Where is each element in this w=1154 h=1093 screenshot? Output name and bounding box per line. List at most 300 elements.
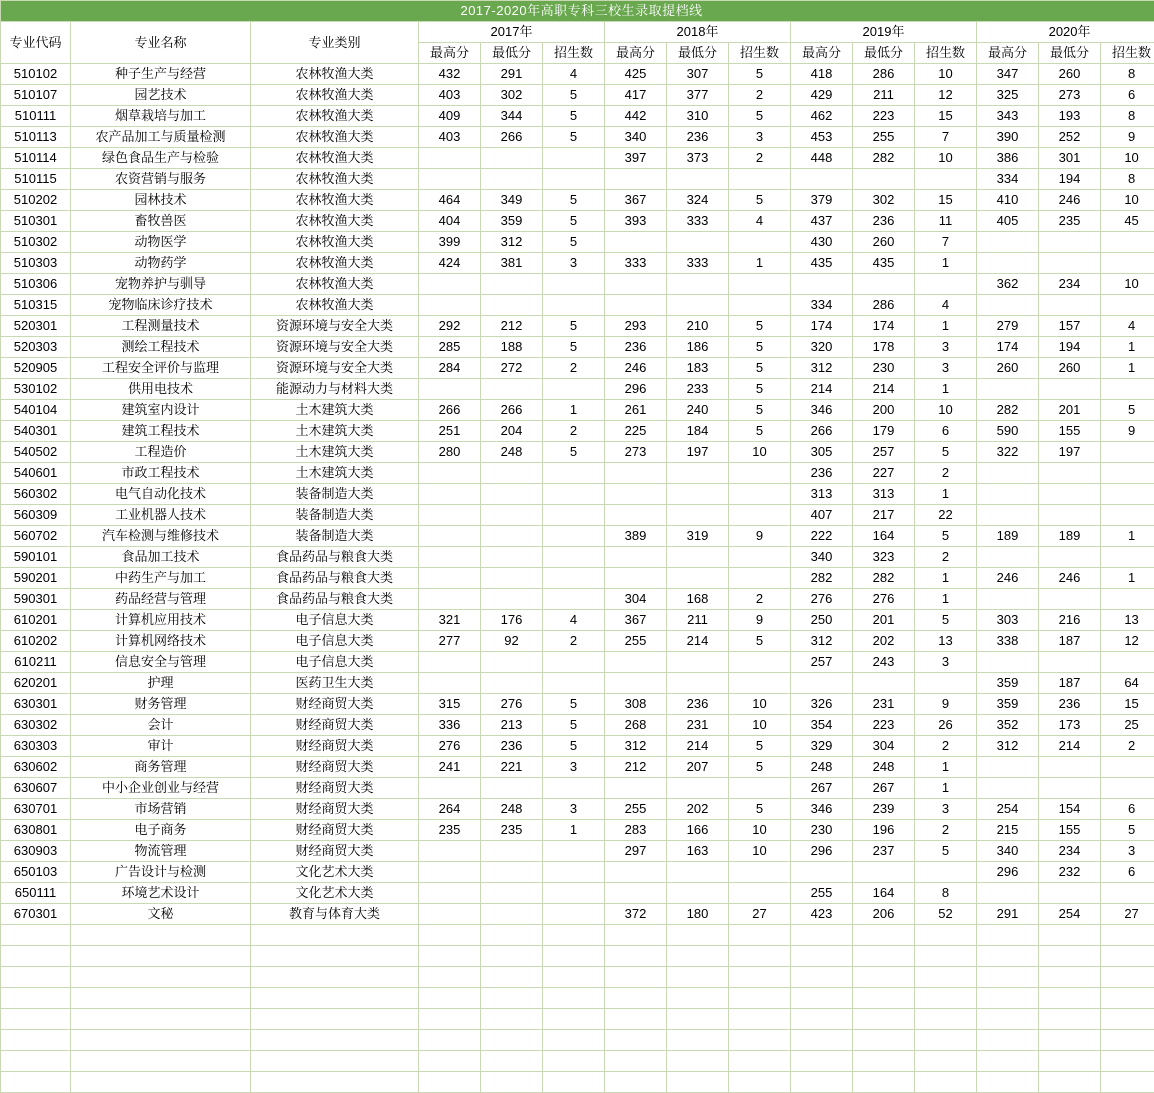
header-2017-min: 最低分 [481,43,543,64]
cell-2019-max: 326 [791,694,853,715]
cell-2017-count [543,568,605,589]
cell-2018-min: 163 [667,841,729,862]
cell-2020-min [1039,589,1101,610]
cell-2019-max: 429 [791,85,853,106]
cell-2018-max [605,505,667,526]
cell-empty [1101,1072,1154,1093]
cell-2017-min: 302 [481,85,543,106]
cell-empty [791,1072,853,1093]
cell-2017-count [543,883,605,904]
cell-2020-max: 359 [977,694,1039,715]
cell-2020-min [1039,652,1101,673]
cell-2019-min: 223 [853,715,915,736]
cell-2017-max: 292 [419,316,481,337]
table-row [1,736,1154,757]
cell-2017-count: 1 [543,820,605,841]
cell-empty [1,925,71,946]
cell-major-code: 620201 [1,673,71,694]
table-row [1,211,1154,232]
cell-major-category: 农林牧渔大类 [251,274,419,295]
cell-2017-count [543,673,605,694]
table-row [1,421,1154,442]
cell-major-code: 650111 [1,883,71,904]
cell-empty [605,1072,667,1093]
cell-major-category: 农林牧渔大类 [251,232,419,253]
cell-empty [481,925,543,946]
cell-2017-min: 349 [481,190,543,211]
cell-major-name: 财务管理 [71,694,251,715]
cell-2020-count [1101,778,1154,799]
cell-major-category: 农林牧渔大类 [251,190,419,211]
cell-major-name: 文秘 [71,904,251,925]
table-title-row [1,1,1154,22]
cell-major-code: 510315 [1,295,71,316]
cell-empty [419,967,481,988]
cell-major-category: 装备制造大类 [251,526,419,547]
table-row-empty [1,946,1154,967]
cell-empty [543,1030,605,1051]
cell-2018-max: 397 [605,148,667,169]
cell-empty [481,946,543,967]
cell-2017-count [543,379,605,400]
cell-major-name: 宠物养护与驯导 [71,274,251,295]
cell-empty [251,1051,419,1072]
cell-2019-min: 243 [853,652,915,673]
cell-major-category: 医药卫生大类 [251,673,419,694]
cell-2017-count [543,148,605,169]
cell-2020-max [977,589,1039,610]
table-row [1,148,1154,169]
cell-2018-min: 324 [667,190,729,211]
header-2018-count: 招生数 [729,43,791,64]
table-row-empty [1,1030,1154,1051]
cell-2017-min [481,295,543,316]
cell-2018-min: 186 [667,337,729,358]
cell-2017-count: 5 [543,106,605,127]
cell-2019-min: 231 [853,694,915,715]
cell-empty [791,1009,853,1030]
cell-2018-max [605,862,667,883]
cell-2018-count: 2 [729,85,791,106]
table-row-empty [1,1009,1154,1030]
cell-2018-count [729,505,791,526]
cell-2018-max: 340 [605,127,667,148]
cell-2020-count: 45 [1101,211,1154,232]
cell-major-code: 540104 [1,400,71,421]
cell-major-category: 装备制造大类 [251,484,419,505]
cell-2017-min [481,274,543,295]
cell-2019-count: 1 [915,589,977,610]
cell-2017-max [419,526,481,547]
cell-2020-count [1101,547,1154,568]
cell-major-name: 电子商务 [71,820,251,841]
cell-2020-count [1101,757,1154,778]
cell-2020-max: 296 [977,862,1039,883]
cell-2019-min: 286 [853,64,915,85]
cell-major-code: 510102 [1,64,71,85]
cell-empty [1101,1030,1154,1051]
cell-2017-min [481,904,543,925]
cell-2020-max [977,652,1039,673]
cell-2019-max: 236 [791,463,853,484]
cell-2019-min [853,862,915,883]
cell-2017-count [543,652,605,673]
cell-major-category: 农林牧渔大类 [251,64,419,85]
cell-empty [605,1009,667,1030]
cell-2017-max: 276 [419,736,481,757]
cell-2018-min: 180 [667,904,729,925]
cell-2019-count [915,862,977,883]
cell-major-code: 630302 [1,715,71,736]
cell-empty [1,1009,71,1030]
cell-major-category: 文化艺术大类 [251,883,419,904]
cell-2019-min: 236 [853,211,915,232]
cell-empty [1,1030,71,1051]
cell-2019-count: 52 [915,904,977,925]
cell-major-category: 农林牧渔大类 [251,253,419,274]
cell-major-name: 烟草栽培与加工 [71,106,251,127]
cell-2018-max: 308 [605,694,667,715]
table-row [1,232,1154,253]
cell-2019-max: 379 [791,190,853,211]
cell-empty [481,1030,543,1051]
cell-major-name: 供用电技术 [71,379,251,400]
cell-major-category: 农林牧渔大类 [251,211,419,232]
cell-2020-min: 194 [1039,169,1101,190]
cell-major-name: 中药生产与加工 [71,568,251,589]
cell-empty [853,988,915,1009]
cell-2017-max: 280 [419,442,481,463]
cell-2017-max [419,862,481,883]
cell-major-category: 财经商贸大类 [251,799,419,820]
cell-2017-min [481,652,543,673]
table-row [1,589,1154,610]
cell-empty [729,946,791,967]
cell-2018-count: 2 [729,589,791,610]
cell-2019-max: 435 [791,253,853,274]
header-2019-min: 最低分 [853,43,915,64]
cell-major-name: 商务管理 [71,757,251,778]
header-2017-max: 最高分 [419,43,481,64]
page-title: 2017-2020年高职专科三校生录取提档线 [1,1,1154,22]
cell-2017-max: 432 [419,64,481,85]
cell-major-name: 护理 [71,673,251,694]
cell-empty [977,1072,1039,1093]
cell-2020-max: 246 [977,568,1039,589]
cell-major-category: 装备制造大类 [251,505,419,526]
cell-empty [1039,1030,1101,1051]
cell-2018-max [605,547,667,568]
cell-empty [1101,967,1154,988]
cell-major-name: 畜牧兽医 [71,211,251,232]
cell-empty [1039,988,1101,1009]
cell-major-name: 计算机网络技术 [71,631,251,652]
cell-2018-count: 3 [729,127,791,148]
cell-major-code: 510303 [1,253,71,274]
cell-2019-min: 200 [853,400,915,421]
cell-major-category: 电子信息大类 [251,652,419,673]
cell-2017-max [419,169,481,190]
cell-2020-max [977,463,1039,484]
cell-empty [419,1051,481,1072]
cell-empty [1101,1051,1154,1072]
cell-empty [915,925,977,946]
cell-2017-max [419,568,481,589]
cell-2020-min: 154 [1039,799,1101,820]
cell-2019-max: 334 [791,295,853,316]
table-row [1,820,1154,841]
cell-2019-count: 26 [915,715,977,736]
cell-2017-min: 381 [481,253,543,274]
cell-2019-min: 211 [853,85,915,106]
cell-2019-count: 1 [915,316,977,337]
cell-2018-max: 236 [605,337,667,358]
cell-2017-min [481,883,543,904]
cell-2019-count [915,274,977,295]
cell-2017-count: 3 [543,799,605,820]
cell-2018-max [605,652,667,673]
table-row [1,253,1154,274]
cell-2017-max [419,841,481,862]
cell-empty [605,925,667,946]
header-category: 专业类别 [251,22,419,64]
cell-2019-count: 1 [915,757,977,778]
cell-2017-max: 403 [419,85,481,106]
cell-empty [729,988,791,1009]
cell-2018-max: 333 [605,253,667,274]
cell-major-code: 510113 [1,127,71,148]
cell-empty [481,1009,543,1030]
cell-2018-count [729,673,791,694]
cell-2019-count: 3 [915,358,977,379]
header-year-2017: 2017年 [419,22,605,43]
cell-2019-max: 437 [791,211,853,232]
cell-2020-min [1039,379,1101,400]
cell-major-code: 650103 [1,862,71,883]
cell-2017-max: 264 [419,799,481,820]
cell-2017-count [543,778,605,799]
cell-major-code: 560302 [1,484,71,505]
cell-major-category: 财经商贸大类 [251,841,419,862]
cell-major-code: 560309 [1,505,71,526]
cell-major-name: 园艺技术 [71,85,251,106]
cell-2017-count: 5 [543,337,605,358]
cell-2020-count [1101,883,1154,904]
cell-major-name: 宠物临床诊疗技术 [71,295,251,316]
cell-2019-count: 3 [915,799,977,820]
cell-2018-count: 5 [729,736,791,757]
cell-2019-min: 286 [853,295,915,316]
cell-2020-max: 291 [977,904,1039,925]
cell-2017-max: 235 [419,820,481,841]
cell-2018-max: 393 [605,211,667,232]
cell-2018-min: 231 [667,715,729,736]
cell-major-code: 670301 [1,904,71,925]
cell-empty [543,988,605,1009]
cell-2020-min [1039,295,1101,316]
cell-2018-max: 367 [605,610,667,631]
cell-2017-min [481,589,543,610]
cell-major-name: 工业机器人技术 [71,505,251,526]
cell-2017-count: 2 [543,631,605,652]
cell-2020-max: 359 [977,673,1039,694]
cell-2017-count [543,862,605,883]
table-row [1,862,1154,883]
cell-major-category: 农林牧渔大类 [251,85,419,106]
cell-2018-max: 225 [605,421,667,442]
table-row-empty [1,1072,1154,1093]
cell-empty [977,988,1039,1009]
cell-empty [1039,1051,1101,1072]
cell-major-name: 物流管理 [71,841,251,862]
cell-2020-count: 1 [1101,526,1154,547]
cell-empty [667,946,729,967]
cell-major-category: 土木建筑大类 [251,463,419,484]
cell-2019-min: 237 [853,841,915,862]
table-row-empty [1,988,1154,1009]
cell-2020-count: 2 [1101,736,1154,757]
cell-2019-min: 174 [853,316,915,337]
cell-empty [667,1051,729,1072]
cell-2019-max: 448 [791,148,853,169]
header-2020-count: 招生数 [1101,43,1154,64]
cell-2018-min: 168 [667,589,729,610]
cell-2019-min: 196 [853,820,915,841]
cell-2017-count [543,169,605,190]
cell-major-name: 食品加工技术 [71,547,251,568]
table-row [1,778,1154,799]
cell-major-category: 能源动力与材料大类 [251,379,419,400]
cell-empty [729,1030,791,1051]
cell-empty [419,1072,481,1093]
cell-2019-count: 5 [915,610,977,631]
cell-2020-max: 386 [977,148,1039,169]
cell-2017-min: 272 [481,358,543,379]
cell-2020-count [1101,442,1154,463]
cell-2018-min [667,232,729,253]
cell-2017-count [543,841,605,862]
cell-2017-min: 92 [481,631,543,652]
cell-major-code: 630801 [1,820,71,841]
cell-2017-min: 276 [481,694,543,715]
cell-major-code: 530102 [1,379,71,400]
cell-empty [419,988,481,1009]
cell-2018-max [605,568,667,589]
cell-empty [729,925,791,946]
cell-major-code: 610201 [1,610,71,631]
cell-empty [543,946,605,967]
cell-2018-min [667,484,729,505]
cell-2017-min: 266 [481,400,543,421]
cell-major-code: 510202 [1,190,71,211]
cell-2017-count [543,589,605,610]
cell-major-category: 教育与体育大类 [251,904,419,925]
cell-empty [853,1051,915,1072]
cell-2020-max [977,484,1039,505]
table-row [1,295,1154,316]
cell-2019-count: 3 [915,337,977,358]
cell-2019-max: 340 [791,547,853,568]
cell-2018-min [667,652,729,673]
cell-major-code: 510301 [1,211,71,232]
header-2019-max: 最高分 [791,43,853,64]
cell-2020-count: 5 [1101,820,1154,841]
cell-major-category: 财经商贸大类 [251,757,419,778]
cell-2019-max: 313 [791,484,853,505]
cell-empty [605,1051,667,1072]
cell-2017-max: 241 [419,757,481,778]
cell-empty [667,967,729,988]
cell-2019-count: 6 [915,421,977,442]
cell-2018-count: 10 [729,715,791,736]
cell-2018-max: 425 [605,64,667,85]
header-row-year [1,22,1154,43]
cell-2018-max [605,463,667,484]
cell-2020-min: 155 [1039,820,1101,841]
cell-2020-max: 325 [977,85,1039,106]
cell-2017-max: 336 [419,715,481,736]
cell-2018-max: 246 [605,358,667,379]
cell-2019-count: 1 [915,484,977,505]
cell-2019-min: 214 [853,379,915,400]
cell-2019-min: 260 [853,232,915,253]
cell-major-code: 590201 [1,568,71,589]
cell-2018-min [667,673,729,694]
cell-major-category: 文化艺术大类 [251,862,419,883]
cell-major-code: 520905 [1,358,71,379]
cell-2020-count: 1 [1101,358,1154,379]
cell-2020-max [977,757,1039,778]
cell-2018-min: 319 [667,526,729,547]
cell-2019-max: 346 [791,799,853,820]
header-year-2019: 2019年 [791,22,977,43]
cell-major-name: 中小企业创业与经营 [71,778,251,799]
cell-empty [977,967,1039,988]
cell-empty [1039,1009,1101,1030]
cell-major-category: 财经商贸大类 [251,736,419,757]
cell-2019-max [791,862,853,883]
cell-2020-count: 10 [1101,148,1154,169]
cell-2020-min: 254 [1039,904,1101,925]
cell-2017-min [481,673,543,694]
cell-major-name: 工程造价 [71,442,251,463]
cell-2017-max [419,778,481,799]
cell-2019-min: 217 [853,505,915,526]
table-row [1,904,1154,925]
cell-2017-max [419,379,481,400]
cell-empty [605,988,667,1009]
cell-major-category: 食品药品与粮食大类 [251,589,419,610]
cell-2020-count: 27 [1101,904,1154,925]
cell-2018-count: 4 [729,211,791,232]
cell-2019-max: 354 [791,715,853,736]
cell-2018-count: 27 [729,904,791,925]
cell-2020-min [1039,778,1101,799]
cell-major-category: 资源环境与安全大类 [251,316,419,337]
cell-empty [1,1072,71,1093]
cell-2017-max [419,547,481,568]
cell-2019-min: 202 [853,631,915,652]
cell-empty [481,1051,543,1072]
table-row [1,169,1154,190]
cell-2017-min: 221 [481,757,543,778]
header-2018-max: 最高分 [605,43,667,64]
cell-empty [915,946,977,967]
table-row [1,358,1154,379]
cell-2018-max [605,484,667,505]
table-row [1,190,1154,211]
cell-2020-count [1101,505,1154,526]
